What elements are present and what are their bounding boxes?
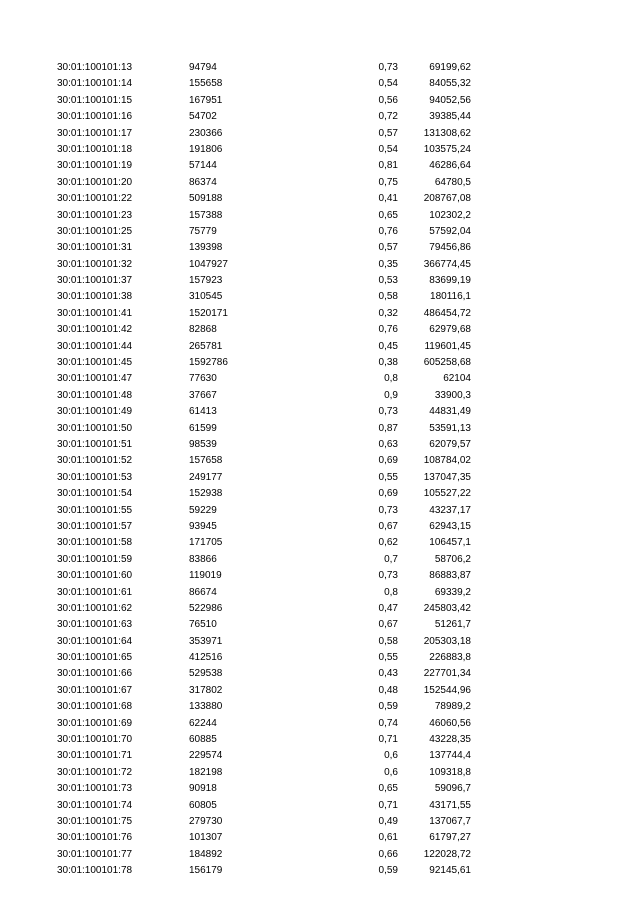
value-cell: 208767,08 [423, 193, 471, 205]
table-row [0, 765, 640, 781]
table-row [0, 93, 640, 109]
table-row [0, 716, 640, 732]
ratio-cell: 0,8 [384, 586, 398, 598]
value-cell: 64780,5 [434, 176, 471, 188]
count-cell: 310545 [189, 291, 223, 303]
ratio-cell: 0,73 [378, 570, 398, 582]
count-cell: 82868 [189, 324, 217, 336]
table-row [0, 371, 640, 387]
cadastral-number-cell: 30:01:100101:37 [57, 275, 133, 287]
ratio-cell: 0,72 [378, 111, 398, 123]
table-row [0, 404, 640, 420]
table-row [0, 289, 640, 305]
cadastral-number-cell: 30:01:100101:57 [57, 520, 133, 532]
value-cell: 39385,44 [429, 111, 471, 123]
ratio-cell: 0,62 [378, 537, 398, 549]
count-cell: 167951 [189, 94, 223, 106]
cadastral-number-cell: 30:01:100101:70 [57, 734, 133, 746]
ratio-cell: 0,49 [378, 815, 398, 827]
cadastral-number-cell: 30:01:100101:71 [57, 750, 133, 762]
count-cell: 60805 [189, 799, 217, 811]
count-cell: 279730 [189, 815, 223, 827]
table-row [0, 535, 640, 551]
value-cell: 105527,22 [423, 488, 471, 500]
table-row [0, 240, 640, 256]
table-row [0, 568, 640, 584]
count-cell: 191806 [189, 143, 223, 155]
ratio-cell: 0,9 [384, 389, 398, 401]
ratio-cell: 0,32 [378, 307, 398, 319]
cadastral-number-cell: 30:01:100101:66 [57, 668, 133, 680]
cadastral-number-cell: 30:01:100101:73 [57, 783, 133, 795]
cadastral-number-cell: 30:01:100101:23 [57, 209, 133, 221]
table-row [0, 224, 640, 240]
count-cell: 54702 [189, 111, 217, 123]
table-row [0, 257, 640, 273]
table-row [0, 437, 640, 453]
value-cell: 62104 [443, 373, 471, 385]
ratio-cell: 0,61 [378, 832, 398, 844]
cadastral-number-cell: 30:01:100101:60 [57, 570, 133, 582]
count-cell: 157658 [189, 455, 223, 467]
cadastral-number-cell: 30:01:100101:31 [57, 242, 133, 254]
count-cell: 317802 [189, 684, 223, 696]
value-cell: 245803,42 [423, 602, 471, 614]
cadastral-number-cell: 30:01:100101:76 [57, 832, 133, 844]
table-row [0, 781, 640, 797]
table-row [0, 355, 640, 371]
value-cell: 43228,35 [429, 734, 471, 746]
cadastral-number-cell: 30:01:100101:13 [57, 62, 133, 73]
table-row [0, 76, 640, 92]
ratio-cell: 0,87 [378, 422, 398, 434]
table-row [0, 830, 640, 846]
table-row [0, 388, 640, 404]
table-row [0, 453, 640, 469]
ratio-cell: 0,53 [378, 275, 398, 287]
value-cell: 58706,2 [434, 553, 471, 565]
ratio-cell: 0,76 [378, 225, 398, 237]
count-cell: 522986 [189, 602, 223, 614]
value-cell: 83699,19 [429, 275, 471, 287]
cadastral-number-cell: 30:01:100101:44 [57, 340, 133, 352]
table-row [0, 732, 640, 748]
ratio-cell: 0,67 [378, 520, 398, 532]
count-cell: 101307 [189, 832, 223, 844]
count-cell: 61599 [189, 422, 217, 434]
table-row [0, 585, 640, 601]
ratio-cell: 0,58 [378, 635, 398, 647]
count-cell: 75779 [189, 225, 217, 237]
count-cell: 157923 [189, 275, 223, 287]
count-cell: 62244 [189, 717, 217, 729]
table-row [0, 847, 640, 863]
cadastral-number-cell: 30:01:100101:52 [57, 455, 133, 467]
cadastral-number-cell: 30:01:100101:14 [57, 78, 133, 90]
count-cell: 529538 [189, 668, 223, 680]
count-cell: 57144 [189, 160, 217, 172]
cadastral-number-cell: 30:01:100101:74 [57, 799, 133, 811]
cadastral-number-cell: 30:01:100101:54 [57, 488, 133, 500]
ratio-cell: 0,48 [378, 684, 398, 696]
value-cell: 46286,64 [429, 160, 471, 172]
ratio-cell: 0,65 [378, 209, 398, 221]
count-cell: 93945 [189, 520, 217, 532]
count-cell: 230366 [189, 127, 223, 139]
cadastral-number-cell: 30:01:100101:77 [57, 848, 133, 860]
table-row [0, 650, 640, 666]
value-cell: 180116,1 [430, 291, 471, 303]
table-row [0, 699, 640, 715]
ratio-cell: 0,76 [378, 324, 398, 336]
cadastral-number-cell: 30:01:100101:20 [57, 176, 133, 188]
ratio-cell: 0,45 [378, 340, 398, 352]
ratio-cell: 0,59 [378, 701, 398, 713]
value-cell: 43171,55 [429, 799, 471, 811]
cadastral-number-cell: 30:01:100101:51 [57, 438, 133, 450]
table-row [0, 503, 640, 519]
table-row [0, 208, 640, 224]
table-row [0, 273, 640, 289]
cadastral-number-cell: 30:01:100101:45 [57, 357, 133, 369]
table-row [0, 470, 640, 486]
ratio-cell: 0,57 [378, 242, 398, 254]
table-row [0, 814, 640, 830]
count-cell: 59229 [189, 504, 217, 516]
table-row [0, 126, 640, 142]
cadastral-number-cell: 30:01:100101:67 [57, 684, 133, 696]
cadastral-number-cell: 30:01:100101:61 [57, 586, 133, 598]
cadastral-number-cell: 30:01:100101:41 [57, 307, 133, 319]
cadastral-number-cell: 30:01:100101:53 [57, 471, 133, 483]
cadastral-number-cell: 30:01:100101:68 [57, 701, 133, 713]
count-cell: 83866 [189, 553, 217, 565]
value-cell: 137744,4 [429, 750, 471, 762]
value-cell: 62079,57 [429, 438, 471, 450]
count-cell: 249177 [189, 471, 223, 483]
value-cell: 69339,2 [434, 586, 471, 598]
value-cell: 46060,56 [429, 717, 471, 729]
value-cell: 226883,8 [429, 652, 471, 664]
ratio-cell: 0,56 [378, 94, 398, 106]
value-cell: 59096,7 [434, 783, 471, 795]
count-cell: 156179 [189, 865, 223, 877]
table-row [0, 552, 640, 568]
ratio-cell: 0,71 [378, 734, 398, 746]
cadastral-number-cell: 30:01:100101:59 [57, 553, 133, 565]
ratio-cell: 0,73 [378, 504, 398, 516]
ratio-cell: 0,73 [378, 62, 398, 73]
value-cell: 605258,68 [423, 357, 471, 369]
value-cell: 84055,32 [429, 78, 471, 90]
count-cell: 98539 [189, 438, 217, 450]
ratio-cell: 0,69 [378, 455, 398, 467]
value-cell: 103575,24 [423, 143, 471, 155]
ratio-cell: 0,65 [378, 783, 398, 795]
cadastral-number-cell: 30:01:100101:38 [57, 291, 133, 303]
ratio-cell: 0,6 [384, 766, 398, 778]
cadastral-number-cell: 30:01:100101:50 [57, 422, 133, 434]
value-cell: 33900,3 [434, 389, 471, 401]
count-cell: 119019 [189, 570, 222, 582]
value-cell: 486454,72 [423, 307, 471, 319]
value-cell: 366774,45 [423, 258, 471, 270]
count-cell: 1520171 [189, 307, 228, 319]
ratio-cell: 0,66 [378, 848, 398, 860]
cadastral-number-cell: 30:01:100101:65 [57, 652, 133, 664]
value-cell: 94052,56 [429, 94, 471, 106]
value-cell: 57592,04 [429, 225, 471, 237]
cadastral-number-cell: 30:01:100101:15 [57, 94, 133, 106]
value-cell: 106457,1 [429, 537, 471, 549]
value-cell: 122028,72 [423, 848, 471, 860]
ratio-cell: 0,55 [378, 471, 398, 483]
value-cell: 43237,17 [429, 504, 471, 516]
count-cell: 353971 [189, 635, 223, 647]
ratio-cell: 0,35 [378, 258, 398, 270]
cadastral-number-cell: 30:01:100101:18 [57, 143, 133, 155]
value-cell: 69199,62 [429, 62, 471, 73]
value-cell: 44831,49 [429, 406, 471, 418]
count-cell: 184892 [189, 848, 223, 860]
cadastral-number-cell: 30:01:100101:49 [57, 406, 133, 418]
count-cell: 133880 [189, 701, 223, 713]
count-cell: 412516 [189, 652, 223, 664]
cadastral-number-cell: 30:01:100101:64 [57, 635, 133, 647]
ratio-cell: 0,38 [378, 357, 398, 369]
count-cell: 90918 [189, 783, 217, 795]
value-cell: 51261,7 [434, 619, 471, 631]
table-row [0, 142, 640, 158]
table-row [0, 617, 640, 633]
ratio-cell: 0,73 [378, 406, 398, 418]
count-cell: 1592786 [189, 357, 228, 369]
value-cell: 137047,35 [423, 471, 471, 483]
cadastral-number-cell: 30:01:100101:78 [57, 865, 133, 877]
ratio-cell: 0,54 [378, 78, 398, 90]
table-row [0, 339, 640, 355]
table-row [0, 798, 640, 814]
cadastral-number-cell: 30:01:100101:63 [57, 619, 133, 631]
table-row [0, 421, 640, 437]
cadastral-number-cell: 30:01:100101:22 [57, 193, 133, 205]
count-cell: 86674 [189, 586, 217, 598]
count-cell: 60885 [189, 734, 217, 746]
cadastral-number-cell: 30:01:100101:25 [57, 225, 133, 237]
value-cell: 131308,62 [423, 127, 471, 139]
table-row [0, 601, 640, 617]
count-cell: 265781 [189, 340, 223, 352]
value-cell: 79456,86 [429, 242, 471, 254]
value-cell: 108784,02 [423, 455, 471, 467]
table-row [0, 60, 640, 76]
value-cell: 78989,2 [434, 701, 471, 713]
ratio-cell: 0,74 [378, 717, 398, 729]
value-cell: 62943,15 [429, 520, 471, 532]
cadastral-number-cell: 30:01:100101:62 [57, 602, 133, 614]
count-cell: 152938 [189, 488, 223, 500]
table-row [0, 748, 640, 764]
cadastral-number-cell: 30:01:100101:58 [57, 537, 133, 549]
count-cell: 77630 [189, 373, 217, 385]
value-cell: 102302,2 [429, 209, 471, 221]
ratio-cell: 0,63 [378, 438, 398, 450]
count-cell: 157388 [189, 209, 223, 221]
table-row [0, 486, 640, 502]
value-cell: 109318,8 [429, 766, 471, 778]
table-row [0, 634, 640, 650]
value-cell: 92145,61 [429, 865, 471, 877]
cadastral-number-cell: 30:01:100101:72 [57, 766, 133, 778]
count-cell: 139398 [189, 242, 223, 254]
count-cell: 86374 [189, 176, 217, 188]
cadastral-number-cell: 30:01:100101:42 [57, 324, 133, 336]
value-cell: 86883,87 [429, 570, 471, 582]
ratio-cell: 0,81 [378, 160, 398, 172]
cadastral-number-cell: 30:01:100101:16 [57, 111, 133, 123]
count-cell: 171705 [189, 537, 223, 549]
ratio-cell: 0,69 [378, 488, 398, 500]
cadastral-number-cell: 30:01:100101:47 [57, 373, 133, 385]
ratio-cell: 0,55 [378, 652, 398, 664]
cadastral-number-cell: 30:01:100101:75 [57, 815, 133, 827]
ratio-cell: 0,41 [378, 193, 398, 205]
ratio-cell: 0,71 [378, 799, 398, 811]
ratio-cell: 0,8 [384, 373, 398, 385]
table-row [0, 109, 640, 125]
cadastral-number-cell: 30:01:100101:17 [57, 127, 133, 139]
value-cell: 205303,18 [423, 635, 471, 647]
value-cell: 227701,34 [423, 668, 471, 680]
ratio-cell: 0,75 [378, 176, 398, 188]
ratio-cell: 0,43 [378, 668, 398, 680]
table-row [0, 306, 640, 322]
table-row [0, 863, 640, 879]
ratio-cell: 0,58 [378, 291, 398, 303]
data-sheet [0, 60, 640, 880]
table-row [0, 158, 640, 174]
table-row [0, 322, 640, 338]
count-cell: 155658 [189, 78, 223, 90]
value-cell: 152544,96 [423, 684, 471, 696]
table-row [0, 175, 640, 191]
table-row [0, 519, 640, 535]
count-cell: 509188 [189, 193, 223, 205]
ratio-cell: 0,67 [378, 619, 398, 631]
ratio-cell: 0,59 [378, 865, 398, 877]
count-cell: 37667 [189, 389, 217, 401]
count-cell: 229574 [189, 750, 223, 762]
ratio-cell: 0,7 [384, 553, 398, 565]
count-cell: 76510 [189, 619, 217, 631]
count-cell: 61413 [189, 406, 217, 418]
ratio-cell: 0,54 [378, 143, 398, 155]
cadastral-number-cell: 30:01:100101:55 [57, 504, 133, 516]
ratio-cell: 0,47 [378, 602, 398, 614]
count-cell: 94794 [189, 62, 217, 73]
ratio-cell: 0,6 [384, 750, 398, 762]
value-cell: 119601,45 [424, 340, 471, 352]
table-row [0, 683, 640, 699]
cadastral-number-cell: 30:01:100101:69 [57, 717, 133, 729]
cadastral-number-cell: 30:01:100101:48 [57, 389, 133, 401]
table-row [0, 191, 640, 207]
cadastral-number-cell: 30:01:100101:32 [57, 258, 133, 270]
value-cell: 53591,13 [429, 422, 471, 434]
cadastral-number-cell: 30:01:100101:19 [57, 160, 133, 172]
value-cell: 61797,27 [429, 832, 471, 844]
count-cell: 1047927 [189, 258, 228, 270]
count-cell: 182198 [189, 766, 223, 778]
ratio-cell: 0,57 [378, 127, 398, 139]
table-row [0, 666, 640, 682]
value-cell: 137067,7 [429, 815, 471, 827]
value-cell: 62979,68 [429, 324, 471, 336]
